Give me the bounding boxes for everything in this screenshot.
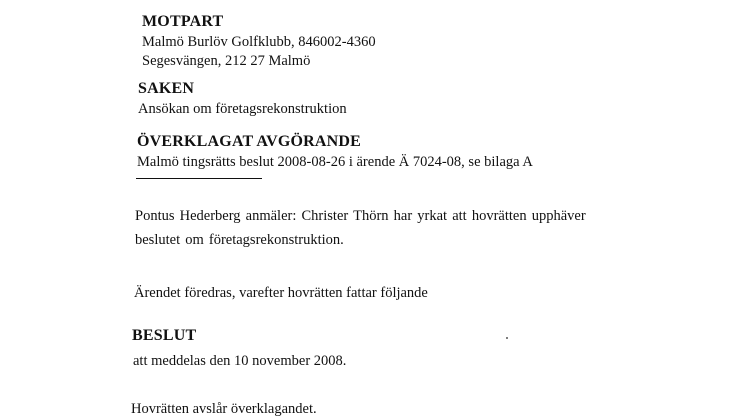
- motpart-name-line: Malmö Burlöv Golfklubb, 846002-4360: [142, 34, 376, 50]
- meddelas-line: att meddelas den 10 november 2008.: [133, 353, 347, 369]
- motpart-section: [142, 12, 376, 71]
- scan-speck: [506, 337, 508, 339]
- saken-section: [138, 79, 347, 119]
- separator-rule: [136, 178, 262, 179]
- motpart-address-line: Segesvängen, 212 27 Malmö: [142, 53, 311, 69]
- anmalan-paragraph: Pontus Hederberg anmäler: Christer Thörn har yrkat att hovrätten upphäver beslutet om företagsrekonstruktion.: [135, 208, 586, 248]
- overklagat-description: Malmö tingsrätts beslut 2008-08-26 i ärende Ä 7024-08, se bilaga A: [137, 154, 533, 170]
- saken-description: Ansökan om företagsrekonstruktion: [138, 101, 347, 117]
- overklagat-section: [137, 132, 533, 172]
- motpart-heading: MOTPART: [142, 13, 224, 30]
- overklagat-heading: ÖVERKLAGAT AVGÖRANDE: [137, 133, 362, 150]
- foredras-line: Ärendet föredras, varefter hovrätten fattar följande: [134, 285, 428, 301]
- saken-heading: SAKEN: [138, 80, 195, 97]
- avslag-line: Hovrätten avslår överklagandet.: [131, 401, 317, 417]
- beslut-heading: BESLUT: [132, 327, 197, 344]
